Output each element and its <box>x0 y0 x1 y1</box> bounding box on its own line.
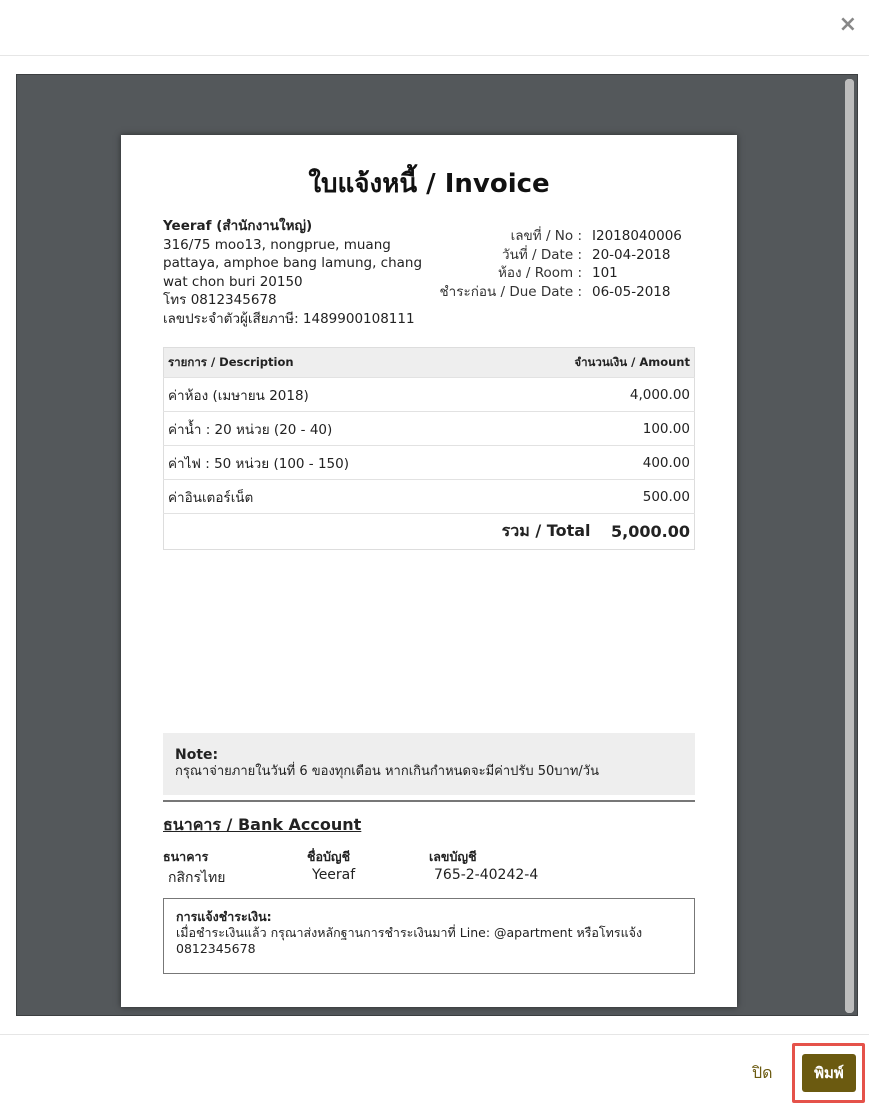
meta-value: 20-04-2018 <box>592 246 671 263</box>
meta-room <box>421 264 691 283</box>
meta-label: ชำระก่อน / Due Date : <box>439 283 582 300</box>
payment-notice-box <box>163 898 695 974</box>
total-spacer <box>164 514 446 550</box>
table-row <box>164 412 695 446</box>
table-row <box>164 446 695 480</box>
total-label: รวม / Total <box>446 514 605 550</box>
bank-header-bank: ธนาคาร <box>163 849 209 864</box>
divider <box>163 800 695 802</box>
payment-notice-phone: 0812345678 <box>176 941 256 956</box>
item-description: ค่าห้อง (เมษายน 2018) <box>164 378 446 412</box>
company-address-line: 316/75 moo13, nongprue, muang <box>163 236 391 253</box>
bank-title: ธนาคาร / Bank Account <box>163 815 362 834</box>
scrollbar-thumb[interactable] <box>845 79 854 1013</box>
meta-value: 101 <box>592 265 618 281</box>
scrollbar[interactable] <box>845 79 854 1013</box>
item-amount: 400.00 <box>446 446 695 480</box>
table-row <box>164 480 695 514</box>
item-amount: 500.00 <box>446 480 695 514</box>
close-icon[interactable]: × <box>838 12 857 37</box>
meta-label: วันที่ / Date : <box>502 246 582 263</box>
note-box <box>163 733 695 795</box>
meta-invoice-no <box>421 227 691 246</box>
payment-notice-body: เมื่อชำระเงินแล้ว กรุณาส่งหลักฐานการชำระเงินมาที่ Line: @apartment หรือโทรแจ้ง <box>176 925 643 940</box>
invoice-title: ใบแจ้งหนี้ / Invoice <box>308 169 550 199</box>
bank-account-name: Yeeraf <box>312 867 356 883</box>
payment-notice-title: การแจ้งชำระเงิน: <box>176 909 272 924</box>
meta-due-date <box>421 283 691 302</box>
col-amount-header: จำนวนเงิน / Amount <box>446 348 695 378</box>
company-address-line: wat chon buri 20150 <box>163 273 303 290</box>
item-description: ค่าน้ำ : 20 หน่วย (20 - 40) <box>164 412 446 446</box>
invoice-page <box>121 135 737 1007</box>
company-name: Yeeraf (สำนักงานใหญ่) <box>163 218 313 234</box>
print-button[interactable]: พิมพ์ <box>802 1054 856 1092</box>
modal-footer <box>0 1034 869 1106</box>
meta-value: 06-05-2018 <box>592 283 671 300</box>
col-description-header: รายการ / Description <box>164 348 446 378</box>
company-info <box>163 217 433 328</box>
item-description: ค่าไฟ : 50 หน่วย (100 - 150) <box>164 446 446 480</box>
meta-value: I2018040006 <box>592 228 682 244</box>
company-address-line: pattaya, amphoe bang lamung, chang <box>163 255 423 271</box>
bank-name: กสิกรไทย <box>168 870 226 886</box>
item-description: ค่าอินเตอร์เน็ต <box>164 480 446 514</box>
note-title: Note: <box>175 747 219 763</box>
invoice-items-table <box>163 347 695 550</box>
close-button[interactable]: ปิด <box>752 1063 773 1082</box>
company-tax-id: เลขประจำตัวผู้เสียภาษี: 1489900108111 <box>163 310 415 327</box>
table-header-row <box>164 348 695 378</box>
total-row <box>164 514 695 550</box>
meta-label: เลขที่ / No : <box>510 228 582 244</box>
modal-header <box>0 0 869 56</box>
meta-date <box>421 246 691 265</box>
company-phone: โทร 0812345678 <box>163 292 277 308</box>
meta-label: ห้อง / Room : <box>497 265 582 281</box>
print-button-highlight <box>792 1043 865 1103</box>
table-row <box>164 378 695 412</box>
invoice-meta <box>421 227 691 301</box>
bank-account-number: 765-2-40242-4 <box>434 867 539 883</box>
document-viewer[interactable] <box>16 74 858 1016</box>
bank-header-account-name: ชื่อบัญชี <box>307 849 351 864</box>
note-body: กรุณาจ่ายภายในวันที่ 6 ของทุกเดือน หากเกินกำหนดจะมีค่าปรับ 50บาท/วัน <box>175 764 599 779</box>
item-amount: 100.00 <box>446 412 695 446</box>
item-amount: 4,000.00 <box>446 378 695 412</box>
total-value: 5,000.00 <box>605 514 695 550</box>
bank-header-account-number: เลขบัญชี <box>429 849 477 864</box>
